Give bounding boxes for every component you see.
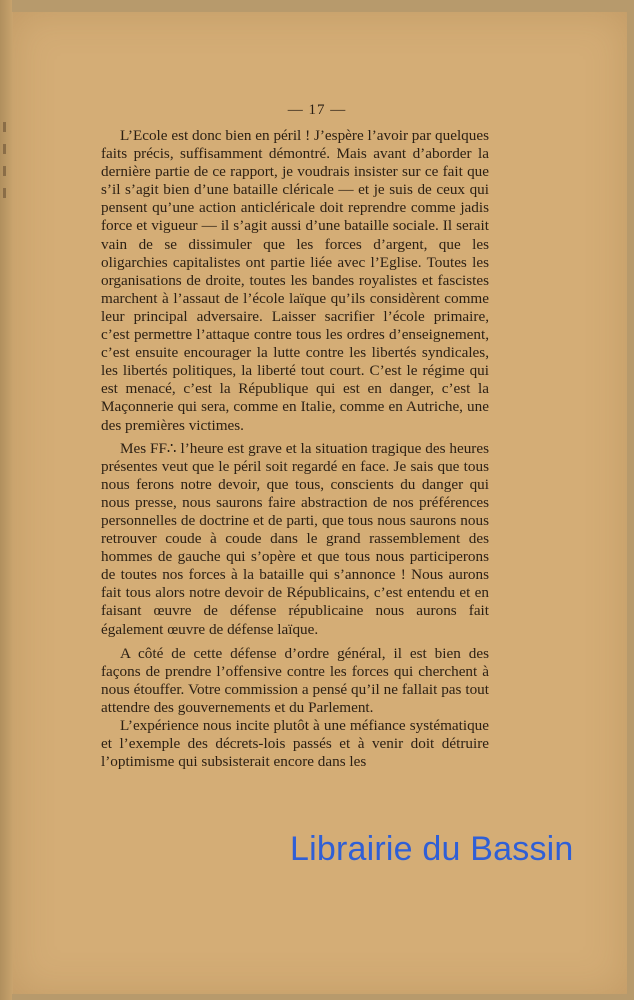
watermark-text: Librairie du Bassin [290, 830, 574, 868]
paragraph-4: L’expérience nous incite plutôt à une méfiance systématique et l’exemple des décrets-lois passés et à venir doit détruire l’optimisme qui subsisterait encore dans les [101, 717, 489, 771]
page-number: — 17 — [287, 102, 347, 118]
paragraph-2: Mes FF∴ l’heure est grave et la situation tragique des heures présentes veut que le péril soit regardé en face. Je sais que tous nous ferons notre devoir, que tous, conscients du danger qui nous presse, nous saurons faire abstraction de nos préférences personnelles de doctrine et de parti, que tous nous saurons nous retrouver coude à coude dans le grand rassemblement des hommes de gauche qui s’opère et que tous nous participerons de toutes nos forces à la bataille qui s’annonce ! Nous aurons fait tous alors notre devoir de Républicains, c’est entendu et en faisant œuvre de défense républicaine nous aurons fait également œuvre de défense laïque. [101, 439, 489, 638]
page-body-text [101, 127, 489, 771]
edge-marks [0, 110, 10, 310]
paragraph-1: L’Ecole est donc bien en péril ! J’espère l’avoir par quelques faits précis, suffisamment démontré. Mais avant d’aborder la dernière partie de ce rapport, je voudrais insister sur ce fait que s’il s’agit bien d’une bataille cléricale — et je suis de ceux qui pensent qu’une action anticléricale doit reprendre comme jadis force et vigueur — il s’agit aussi d’une bataille sociale. Il serait vain de se dissimuler que les forces d’argent, que les oligarchies capitalistes ont partie liée avec l’Eglise. Toutes les organisations de droite, toutes les bandes royalistes et fascistes marchent à l’assaut de l’école laïque qu’ils considèrent comme leur principal adversaire. Laisser sacrifier l’école primaire, c’est permettre l’attaque contre tous les ordres d’enseignement, c’est ensuite encourager la lutte contre les libertés syndicales, les libertés politiques, la liberté tout court. C’est le régime qui est menacé, c’est la République qui est en danger, c’est la Maçonnerie qui sera, comme en Italie, comme en Autriche, une des premières victimes. [101, 127, 489, 434]
paragraph-3: A côté de cette défense d’ordre général, il est bien des façons de prendre l’offensive contre les forces qui cherchent à nous étouffer. Votre commission a pensé qu’il ne fallait pas tout attendre des gouvernements et du Parlement. [101, 644, 489, 716]
